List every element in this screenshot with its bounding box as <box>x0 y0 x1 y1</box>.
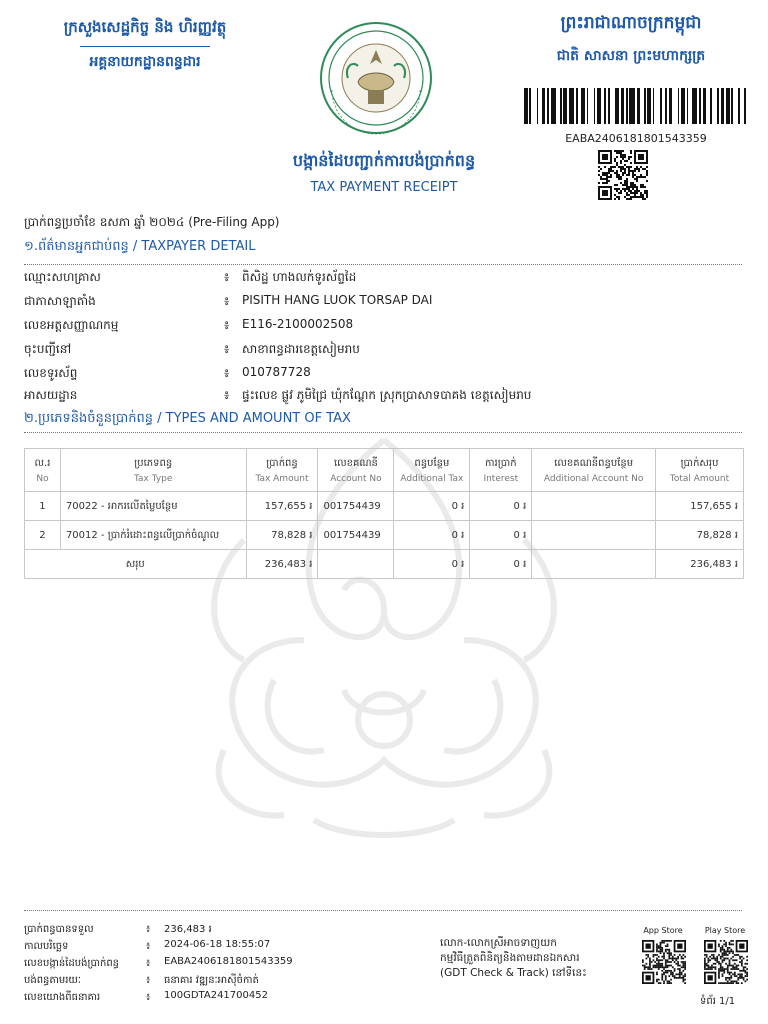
table-header-row <box>25 449 744 492</box>
footer-value: 236,483 ៛ <box>164 924 212 935</box>
department-name: អគ្គនាយកដ្ឋានពន្ធដារ <box>89 54 201 70</box>
cell-account-no: 001754439 <box>318 492 394 521</box>
cell-interest: 0 ៛ <box>470 521 532 550</box>
footer-label: កាលបរិច្ឆេទ <box>24 941 69 952</box>
info-row-address <box>24 384 742 406</box>
section-tax-types-title: ២.ប្រភេទនិងចំនួនប្រាក់ពន្ធ / TYPES AND AMOUNT OF TAX <box>24 411 351 426</box>
note-line: លោក-លោកស្រីអាចទាញយក <box>440 937 557 949</box>
cell-interest: 0 ៛ <box>470 492 532 521</box>
cell-total-additional: 0 ៛ <box>394 550 470 579</box>
app-download-note <box>440 936 640 981</box>
footer-colon: ៖ <box>146 958 151 969</box>
footer-value: 100GDTA241700452 <box>164 990 268 1001</box>
kingdom-title: ព្រះរាជាណាចក្រកម្ពុជា <box>560 13 702 33</box>
qr-code-icon <box>598 150 648 200</box>
cell-total-label: សរុប <box>25 550 247 579</box>
footer-value: ធនាគារ វឌ្ឍនៈអាស៊ីចំកាត់ <box>164 975 259 986</box>
info-value: 010787728 <box>242 365 311 379</box>
app-store-qr-icon[interactable] <box>642 940 686 984</box>
ministry-name: ក្រសួងសេដ្ឋកិច្ច និង ហិរញ្ញវត្ថុ <box>63 18 227 36</box>
footer-row-bank-ref <box>24 988 324 1006</box>
info-row-tin <box>24 314 742 336</box>
info-label: ឈ្មោះសហគ្រាស <box>24 270 101 284</box>
footer-colon: ៖ <box>146 992 151 1003</box>
footer-row-paid-via <box>24 971 324 989</box>
info-label: ចុះបញ្ជីនៅ <box>24 342 72 356</box>
info-row-phone <box>24 362 742 384</box>
section-divider <box>24 264 742 265</box>
ministry-divider <box>80 46 210 47</box>
footer-row-received <box>24 920 324 938</box>
info-colon: ៖ <box>224 366 230 380</box>
cell-additional-account <box>532 521 656 550</box>
cell-additional-tax: 0 ៛ <box>394 521 470 550</box>
info-value: សាខាពន្ធដារខេត្តសៀមរាប <box>242 342 360 356</box>
national-motto: ជាតិ សាសនា ព្រះមហាក្សត្រ <box>556 48 706 64</box>
footer-label: លេខបង្កាន់ដៃបង់ប្រាក់ពន្ធ <box>24 958 120 969</box>
play-store-qr-icon[interactable] <box>704 940 748 984</box>
footer-label: លេខយោងពីធនាគារ <box>24 992 101 1003</box>
cell-additional-tax: 0 ៛ <box>394 492 470 521</box>
info-row-enterprise-name <box>24 266 742 288</box>
section-taxpayer-title: ១.ព័ត៌មានអ្នកជាប់ពន្ធ / TAXPAYER DETAIL <box>24 239 256 254</box>
section-divider <box>24 432 742 433</box>
app-store-label: App Store <box>643 926 683 935</box>
info-label: លេខទូរស័ព្ទ <box>24 366 78 380</box>
receipt-title-en: TAX PAYMENT RECEIPT <box>310 180 458 195</box>
cell-account-no: 001754439 <box>318 521 394 550</box>
info-label: លេខអត្តសញ្ញាណកម្ម <box>24 318 119 332</box>
cell-additional-account <box>532 492 656 521</box>
info-value: PISITH HANG LUOK TORSAP DAI <box>242 293 433 307</box>
footer-label: បង់ពន្ធតាមរយៈ <box>24 975 82 986</box>
info-value: E116-2100002508 <box>242 317 354 331</box>
note-line: កម្មវិធីត្រួតពិនិត្យនិងតាមដានឯកសារ <box>440 952 580 964</box>
cell-total-interest: 0 ៛ <box>470 550 532 579</box>
info-row-latin-name <box>24 290 742 312</box>
info-colon: ៖ <box>224 388 230 402</box>
cell-empty <box>318 550 394 579</box>
footer-colon: ៖ <box>146 941 151 952</box>
col-header-total-amount: ប្រាក់សរុប Total Amount <box>656 449 744 492</box>
info-colon: ៖ <box>224 342 230 356</box>
play-store-label: Play Store <box>704 926 746 935</box>
info-label: ជាភាសាឡាតាំង <box>24 294 96 308</box>
info-row-registered-at <box>24 338 742 360</box>
gdt-seal-icon <box>318 20 434 136</box>
cell-grand-total: 236,483 ៛ <box>656 550 744 579</box>
footer-row-receipt-no <box>24 954 324 972</box>
note-line: (GDT Check & Track) នៅទីនេះ <box>440 967 587 979</box>
cell-total-tax-amount: 236,483 ៛ <box>246 550 318 579</box>
cell-tax-amount: 157,655 ៛ <box>246 492 318 521</box>
info-label: អាសយដ្ឋាន <box>24 388 78 402</box>
cell-tax-type: 70012 - ប្រាក់រំដោះពន្ធលើប្រាក់ចំណូល <box>60 521 246 550</box>
cell-no: 1 <box>25 492 61 521</box>
footer-label: ប្រាក់ពន្ធបានទទួល <box>24 924 94 935</box>
receipt-title-kh: បង្កាន់ដៃបញ្ជាក់ការបង់ប្រាក់ពន្ធ <box>292 151 476 170</box>
table-row <box>25 521 744 550</box>
col-header-account-no: លេខគណនី Account No <box>318 449 394 492</box>
col-header-tax-amount: ប្រាក់ពន្ធ Tax Amount <box>246 449 318 492</box>
footer-divider <box>24 910 742 911</box>
info-colon: ៖ <box>224 294 230 308</box>
tax-period: ប្រាក់ពន្ធប្រចាំខែ ឧសភា ឆ្នាំ ២០២៤ (Pre-Filing App) <box>24 215 280 229</box>
receipt-number-label: EABA2406181801543359 <box>565 132 707 145</box>
col-header-additional-account: លេខគណនីពន្ធបន្ថែម Additional Account No <box>532 449 656 492</box>
cell-no: 2 <box>25 521 61 550</box>
cell-total-amount: 78,828 ៛ <box>656 521 744 550</box>
cell-total-amount: 157,655 ៛ <box>656 492 744 521</box>
info-colon: ៖ <box>224 270 230 284</box>
cell-tax-type: 70022 - អាករលើតម្លៃបន្ថែម <box>60 492 246 521</box>
footer-colon: ៖ <box>146 975 151 986</box>
col-header-interest: ការប្រាក់ Interest <box>470 449 532 492</box>
table-row <box>25 492 744 521</box>
info-colon: ៖ <box>224 318 230 332</box>
col-header-no: ល.រ No <box>25 449 61 492</box>
col-header-additional-tax: ពន្ធបន្ថែម Additional Tax <box>394 449 470 492</box>
cell-tax-amount: 78,828 ៛ <box>246 521 318 550</box>
footer-value: 2024-06-18 18:55:07 <box>164 939 271 950</box>
footer-row-date <box>24 937 324 955</box>
footer-colon: ៖ <box>146 924 151 935</box>
table-total-row <box>25 550 744 579</box>
col-header-tax-type: ប្រភេទពន្ធ Tax Type <box>60 449 246 492</box>
page-number: ទំព័រ 1/1 <box>700 996 736 1007</box>
tax-table <box>24 448 744 579</box>
barcode-icon <box>524 88 748 124</box>
cell-empty <box>532 550 656 579</box>
info-value: ពិសិដ្ឋ ហាងលក់ទូរស័ព្ទដៃ <box>242 270 357 284</box>
footer-value: EABA2406181801543359 <box>164 956 293 967</box>
info-value: ផ្ទះលេខ ផ្លូវ ភូមិជ្រៃ ឃុំកណ្ដែក ស្រុកប្រាសាទបាគង ខេត្តសៀមរាប <box>242 388 532 402</box>
